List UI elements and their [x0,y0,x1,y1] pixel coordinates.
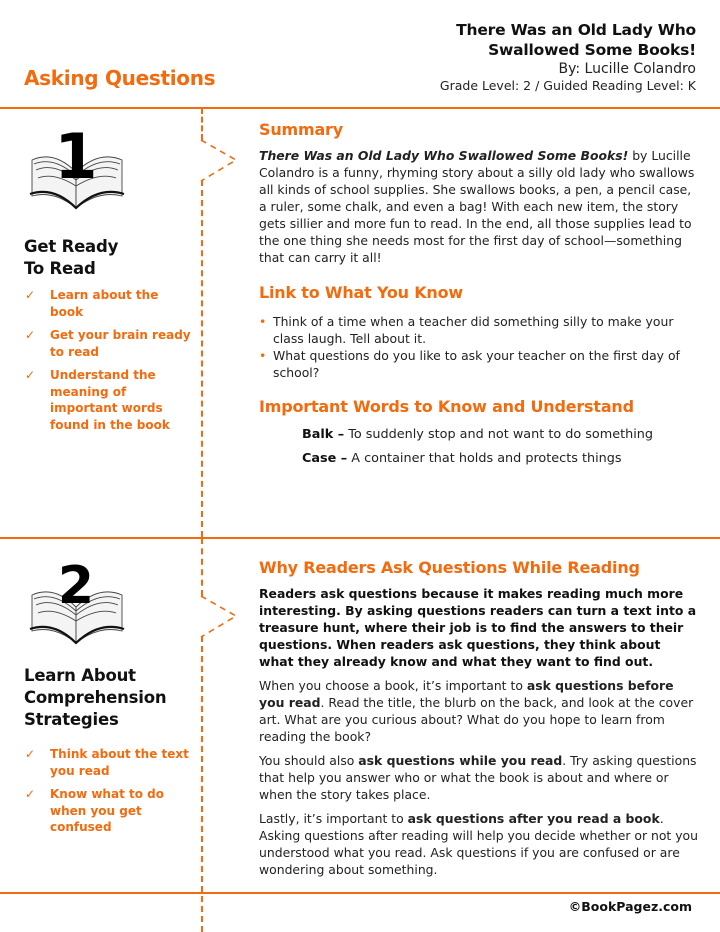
check-icon: ✓ [25,787,36,801]
why-paragraph-before: When you choose a book, it’s important to ask questions before you read. Read the title, the blurb on the back, and look at the cover art. What are you curious about? What do you hope to learn from reading the book? [259,678,694,744]
book-title [440,20,696,60]
summary-heading: Summary [259,120,343,139]
step-2-title [24,665,166,731]
vocab-item [302,426,653,444]
dashed-connector [201,636,203,932]
bullet-icon: • [259,348,267,363]
section-title: Asking Questions [24,66,216,90]
summary-text: There Was an Old Lady Who Swallowed Some Books! by Lucille Colandro is a funny, rhyming story about a silly old lady who swallows all kinds of school supplies. She swallows books, a pen, a pencil case, a ruler, some chalk, and even a bag! With each new item, the story gets sillier and more fun to read. In the end, all those supplies lead to the one thing she needs most for the first day of school—something that can carry it all! [259,148,695,265]
open-book-icon [24,555,130,645]
checklist-item: ✓ Understand the meaning of important words found in the book [25,368,170,432]
reading-level: Grade Level: 2 / Guided Reading Level: K [439,78,696,93]
bullet-item: • Think of a time when a teacher did something silly to make your class laugh. Tell about it. [259,314,674,346]
step-number: 1 [54,120,98,193]
step-title-line: Strategies [24,710,119,729]
vocab-term: Case – [302,451,348,466]
chevron-right-icon [200,594,240,644]
divider-top [0,107,720,109]
step-1-checklist [24,287,194,440]
summary-book-title: There Was an Old Lady Who Swallowed Some Books! [259,148,629,163]
checklist-item: ✓ Learn about the book [25,288,159,319]
step-title-line: To Read [24,259,96,278]
dashed-connector [201,180,203,537]
why-intro: Readers ask questions because it makes reading much more interesting. By asking questions readers can turn a text into a treasure hunt, where their job is to find the answers to their questions. When readers ask questions, they think about what they already know and what they want to find out. [259,586,697,669]
book-title-line-2: Swallowed Some Books! [488,41,696,59]
words-heading: Important Words to Know and Understand [259,397,634,416]
book-header [440,20,696,94]
check-icon: ✓ [25,288,36,302]
step-2-checklist [24,746,194,843]
check-icon: ✓ [25,328,36,342]
divider-bottom [0,892,720,894]
link-heading: Link to What You Know [259,283,463,302]
book-author: By: Lucille Colandro [558,61,696,77]
step-title-line: Comprehension [24,688,167,707]
step-title-line: Learn About [24,666,136,685]
step-number: 2 [57,556,95,616]
divider-middle [0,537,720,539]
why-paragraph-while: You should also ask questions while you read. Try asking questions that help you answer who or what the book is about and where or when the story takes place. [259,753,697,802]
copyright: ©BookPagez.com [568,899,692,914]
check-icon: ✓ [25,368,36,382]
bullet-item: • What questions do you like to ask your teacher on the first day of school? [259,348,680,380]
vocab-item [302,450,622,468]
checklist-item: ✓ Think about the text you read [25,747,189,778]
why-heading: Why Readers Ask Questions While Reading [259,558,640,577]
vocab-definition: A container that holds and protects things [347,451,622,466]
dashed-connector [201,538,203,596]
book-title-line-1: There Was an Old Lady Who [456,21,696,39]
checklist-item: ✓ Know what to do when you get confused [25,787,164,834]
chevron-right-icon [200,138,240,188]
open-book-icon [24,120,130,210]
checklist-item: ✓ Get your brain ready to read [25,328,191,359]
bullet-icon: • [259,314,267,329]
vocab-term: Balk – [302,427,345,442]
link-bullets [259,313,699,381]
why-paragraph-after: Lastly, it’s important to ask questions after you read a book. Asking questions after reading will help you decide whether or not you understood what you read. Ask questions if you are confused or are wondering about something. [259,811,698,877]
dashed-connector [201,108,203,140]
step-title-line: Get Ready [24,237,119,256]
step-1-title [24,236,118,280]
check-icon: ✓ [25,747,36,761]
vocab-definition: To suddenly stop and not want to do something [344,427,654,442]
